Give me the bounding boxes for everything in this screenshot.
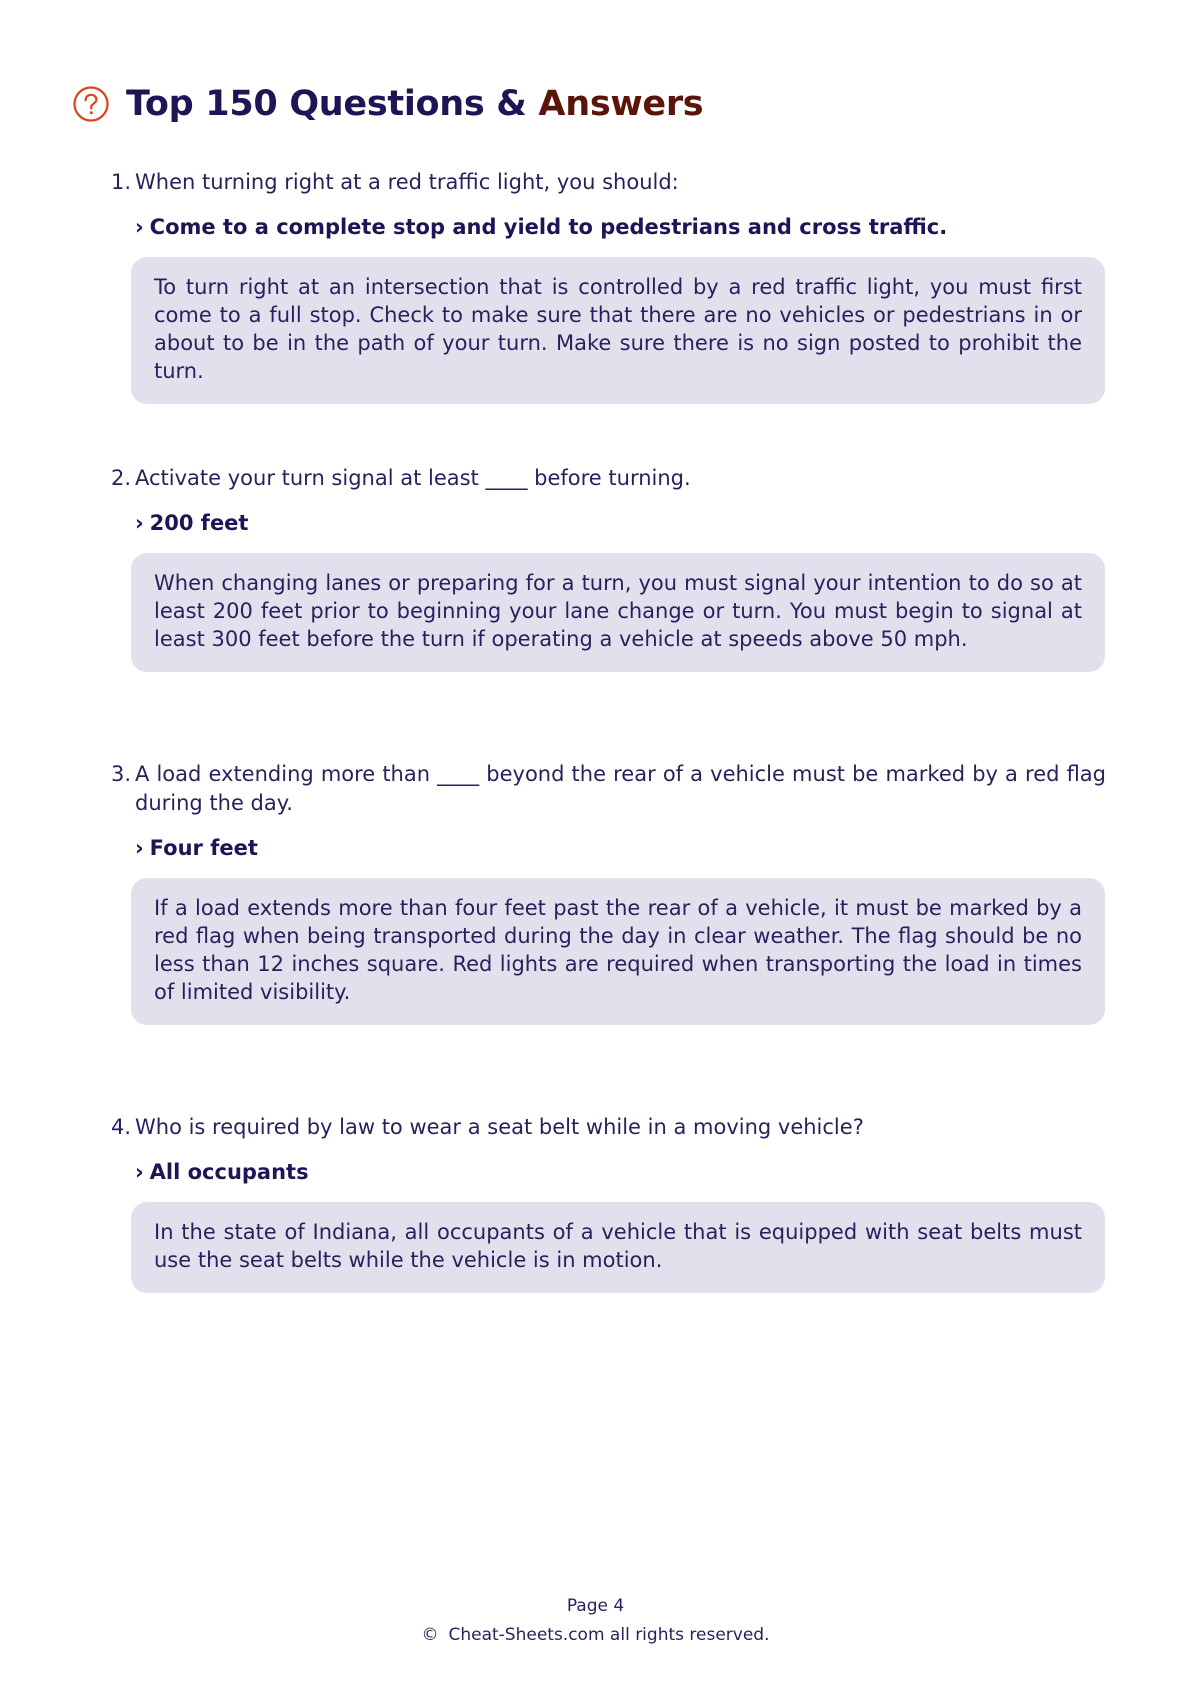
answer-text: Four feet bbox=[149, 836, 258, 860]
chevron-right-icon: › bbox=[135, 511, 144, 535]
question-block bbox=[103, 168, 1106, 404]
question-block bbox=[103, 464, 1106, 672]
answer bbox=[135, 834, 1106, 862]
question-circle-icon bbox=[72, 85, 110, 123]
question-text: Activate your turn signal at least ____ before turning. bbox=[135, 466, 691, 490]
answer bbox=[135, 509, 1106, 537]
question bbox=[103, 168, 1106, 197]
page-footer bbox=[0, 1592, 1191, 1650]
explanation-box: If a load extends more than four feet past the rear of a vehicle, it must be marked by a red flag when being transported during the day in clear weather. The flag should be no less than 12 inches square. Red lights are required when transporting the load in times of limited visibility. bbox=[131, 878, 1105, 1025]
question-text: When turning right at a red traffic light, you should: bbox=[135, 170, 679, 194]
copyright-icon: © bbox=[421, 1625, 439, 1645]
explanation-box: To turn right at an intersection that is controlled by a red traffic light, you must first come to a full stop. Check to make sure that there are no vehicles or pedestrians in or about to be in the path of your turn. Make sure there is no sign posted to prohibit the turn. bbox=[131, 257, 1105, 404]
answer bbox=[135, 1158, 1106, 1186]
question-block bbox=[103, 760, 1106, 1025]
question-number: 2. bbox=[110, 466, 131, 490]
page-title-accent: Answers bbox=[538, 84, 704, 124]
answer-text: Come to a complete stop and yield to pedestrians and cross traffic. bbox=[149, 215, 948, 239]
page-title-main: Top 150 Questions & bbox=[126, 84, 527, 124]
explanation-box: When changing lanes or preparing for a turn, you must signal your intention to do so at least 200 feet prior to beginning your lane change or turn. You must begin to signal at least 300 feet before the turn if operating a vehicle at speeds above 50 mph. bbox=[131, 553, 1105, 672]
answer-text: All occupants bbox=[149, 1160, 309, 1184]
question bbox=[103, 1113, 1106, 1142]
chevron-right-icon: › bbox=[135, 1160, 144, 1184]
question bbox=[103, 760, 1106, 818]
question-text: A load extending more than ____ beyond the rear of a vehicle must be marked by a red flag during the day. bbox=[135, 762, 1106, 815]
explanation-box: In the state of Indiana, all occupants of a vehicle that is equipped with seat belts must use the seat belts while the vehicle is in motion. bbox=[131, 1202, 1105, 1293]
page-title bbox=[126, 84, 703, 124]
question bbox=[103, 464, 1106, 493]
page-number: Page 4 bbox=[566, 1596, 625, 1616]
chevron-right-icon: › bbox=[135, 836, 144, 860]
question-number: 4. bbox=[110, 1115, 131, 1139]
answer bbox=[135, 213, 1106, 241]
copyright-text: Cheat-Sheets.com all rights reserved. bbox=[448, 1625, 770, 1645]
question-block bbox=[103, 1113, 1106, 1293]
page-header bbox=[72, 84, 703, 124]
question-number: 1. bbox=[110, 170, 131, 194]
copyright bbox=[0, 1621, 1191, 1650]
question-text: Who is required by law to wear a seat belt while in a moving vehicle? bbox=[135, 1115, 864, 1139]
question-number: 3. bbox=[110, 762, 131, 786]
answer-text: 200 feet bbox=[149, 511, 249, 535]
chevron-right-icon: › bbox=[135, 215, 144, 239]
